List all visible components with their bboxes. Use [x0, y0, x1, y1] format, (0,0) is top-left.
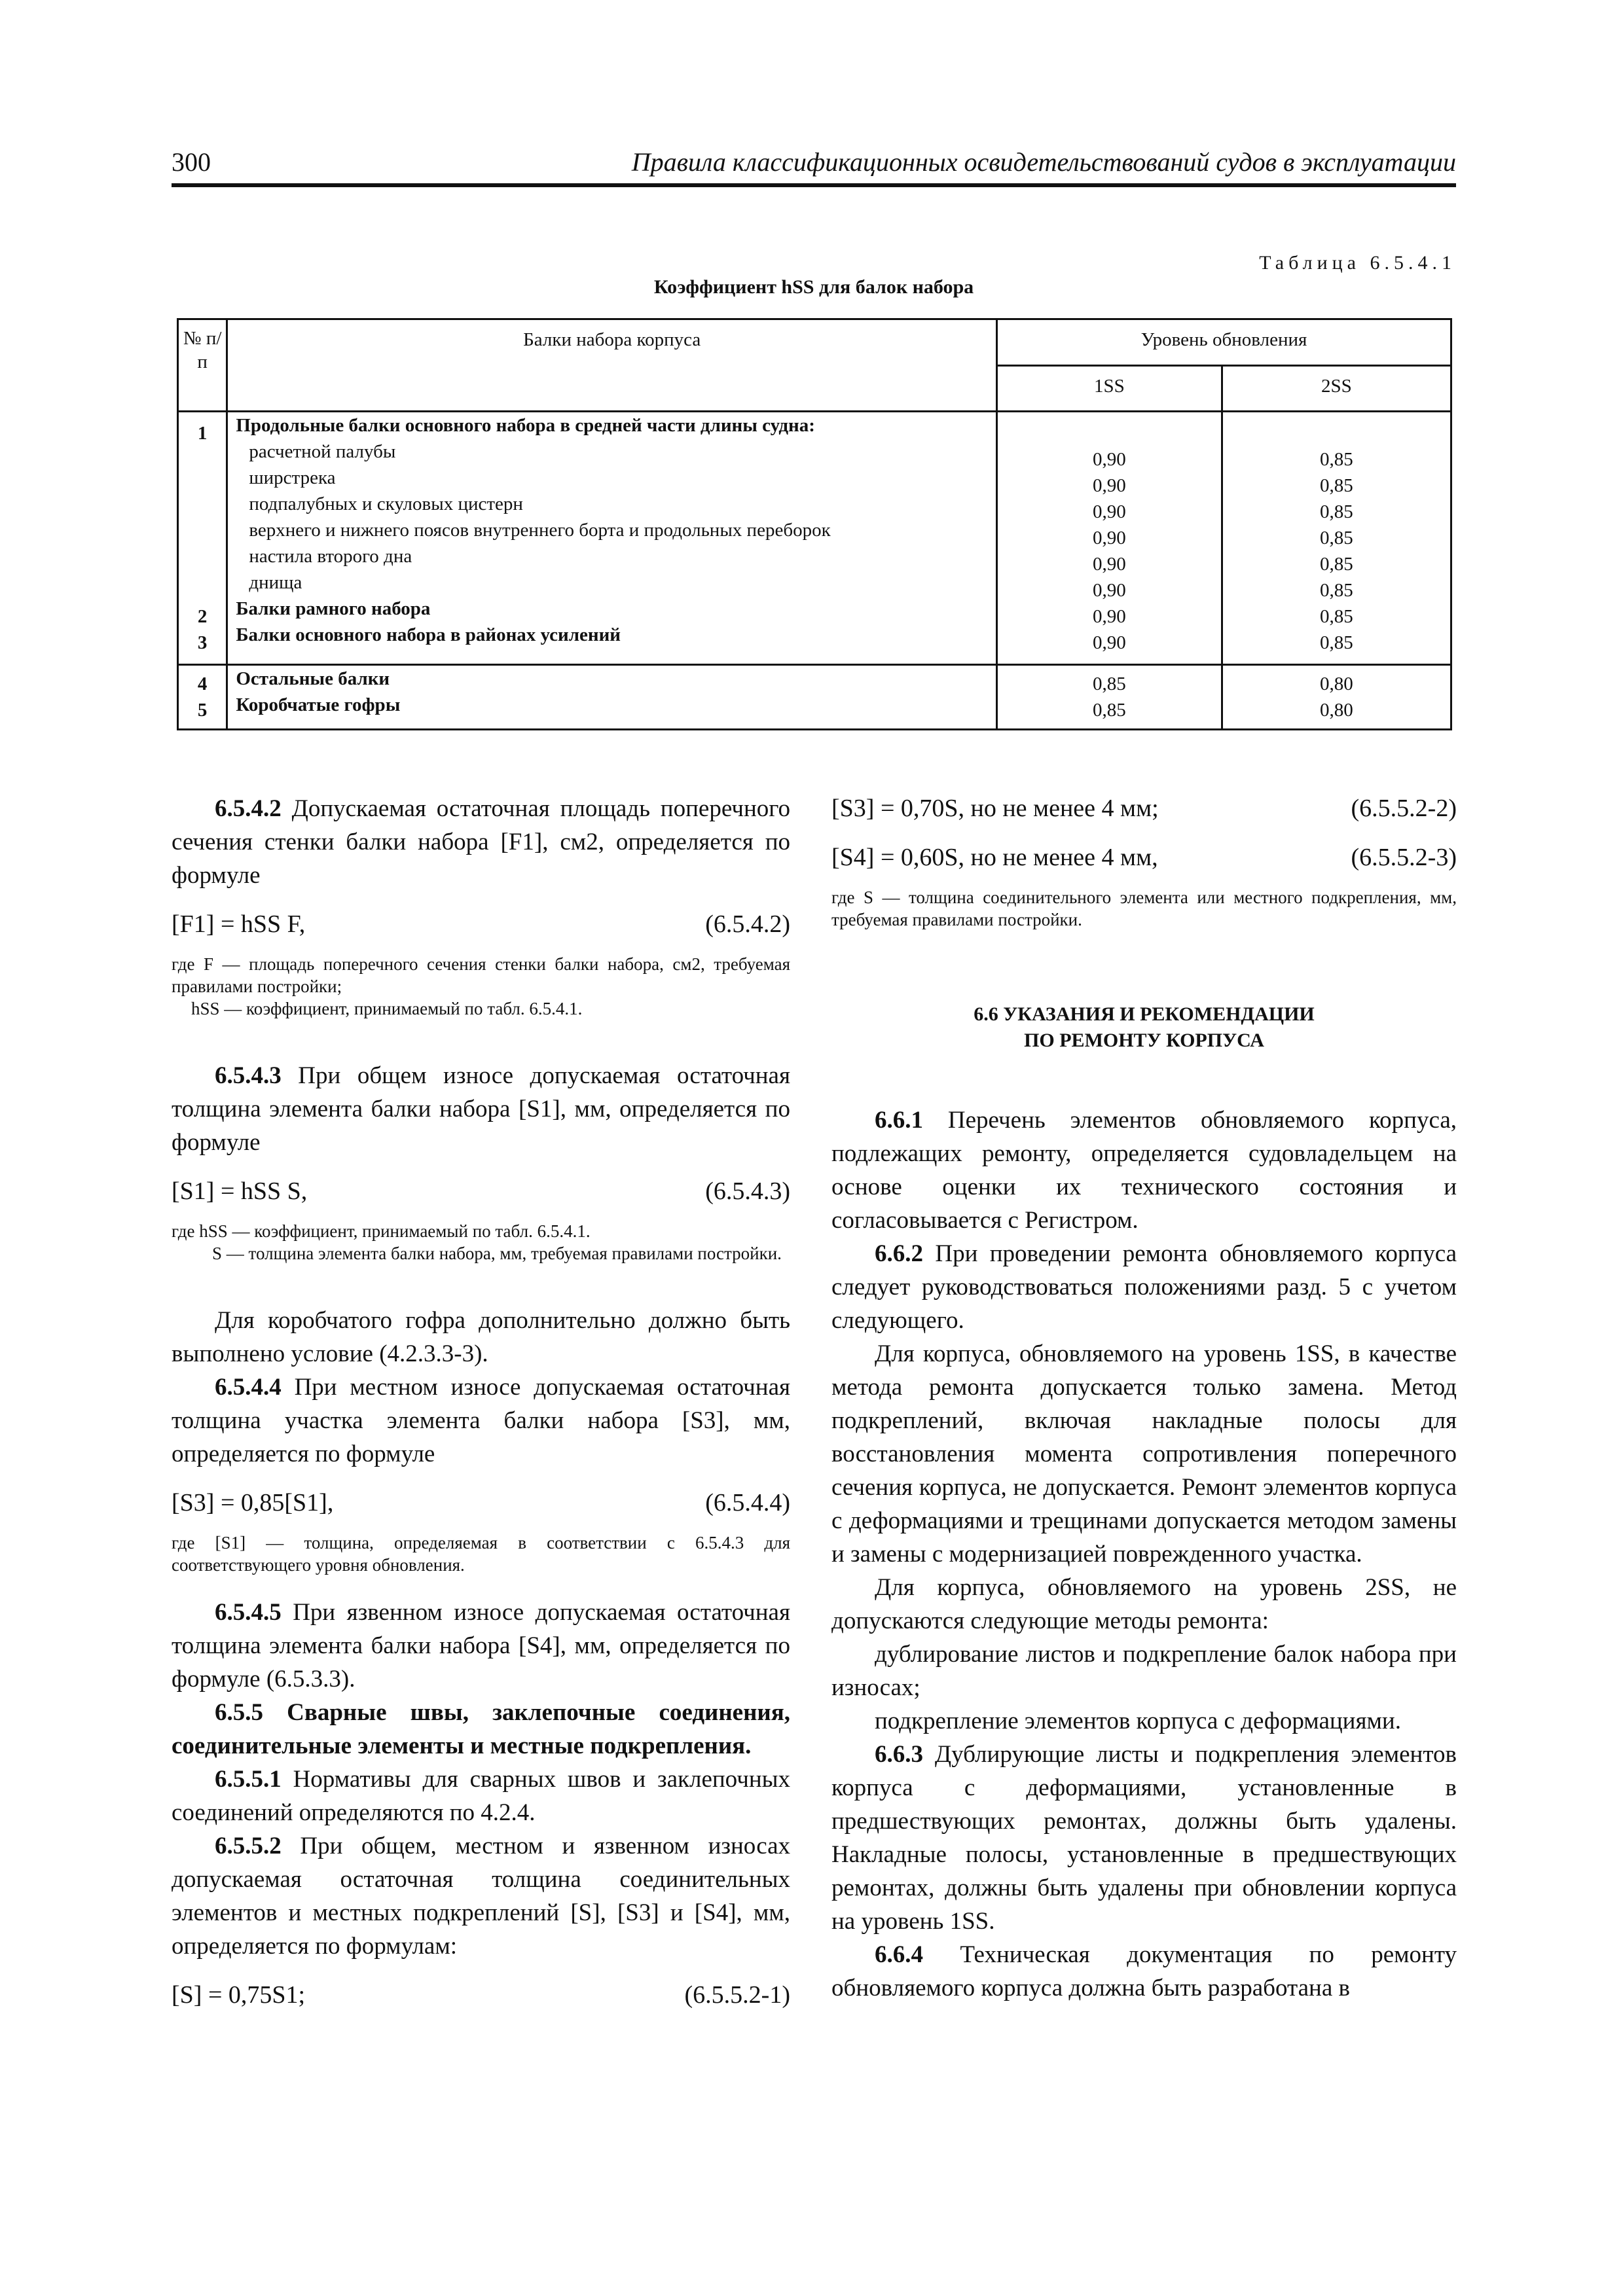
coefficient-table	[177, 318, 1452, 730]
col-level-header: Уровень обновления	[997, 319, 1451, 366]
para-662: 6.6.2 При проведении ремонта обновляемого корпуса следует руководствоваться положениями разд. 5 с учетом следующего.	[831, 1240, 1457, 1334]
value-2ss: 0,85	[1320, 632, 1353, 653]
note-6544: где [S1] — толщина, определяемая в соответствии с 6.5.4.3 для соответствующего уровня обновления.	[172, 1533, 790, 1575]
group2-names	[227, 665, 997, 730]
para-655: 6.5.5 Сварные швы, заклепочные соединения, соединительные элементы и местные подкрепления.	[172, 1699, 790, 1759]
list-item-1: дублирование листов и подкрепление балок набора при износах;	[831, 1641, 1457, 1701]
para-6542: 6.5.4.2 Допускаемая остаточная площадь поперечного сечения стенки балки набора [F1], см2, определяется по формуле	[172, 795, 790, 889]
para-6544: 6.5.4.4 При местном износе допускаемая остаточная толщина участка элемента балки набора [S3], мм, определяется по формуле	[172, 1374, 791, 1467]
beam-name: верхнего и нижнего поясов внутреннего борта и продольных переборок	[249, 520, 831, 541]
table-header-row	[178, 319, 1451, 366]
value-1ss: 0,90	[1093, 606, 1126, 627]
value-1ss: 0,90	[1093, 528, 1126, 548]
beam-name: расчетной палубы	[249, 441, 396, 462]
value-2ss	[1223, 420, 1450, 446]
col-2ss-header: 2SS	[1222, 365, 1451, 412]
running-title: Правила классификационных освидетельствований судов в эксплуатации	[631, 147, 1456, 177]
value-1ss: 0,90	[1093, 449, 1126, 470]
note-6552: где S — толщина соединительного элемента или местного подкрепления, мм, требуемая правилами постройки.	[831, 888, 1457, 929]
row-number	[179, 446, 226, 473]
value-2ss: 0,85	[1320, 449, 1353, 470]
beam-name: Коробчатые гофры	[236, 694, 401, 715]
beam-name: Остальные балки	[236, 668, 390, 689]
value-1ss: 0,90	[1093, 554, 1126, 575]
beam-name: Балки рамного набора	[236, 598, 431, 619]
value-1ss: 0,90	[1093, 475, 1126, 496]
right-column	[831, 792, 1457, 2005]
row-number	[179, 473, 226, 499]
row-number: 3	[197, 632, 208, 653]
equation-65523: [S4] = 0,60S, но не менее 4 мм, (6.5.5.2-3)	[831, 844, 1457, 871]
para-2ss: Для корпуса, обновляемого на уровень 2SS, не допускаются следующие методы ремонта:	[831, 1574, 1457, 1634]
beam-name: настила второго дна	[249, 546, 412, 567]
section-6-6-heading: 6.6 УКАЗАНИЯ И РЕКОМЕНДАЦИИ ПО РЕМОНТУ КОРПУСА	[974, 1003, 1315, 1051]
left-column	[172, 792, 790, 2024]
col-1ss-header: 1SS	[997, 365, 1222, 412]
para-6543: 6.5.4.3 При общем износе допускаемая остаточная толщина элемента балки набора [S1], мм, определяется по формуле	[172, 1062, 790, 1156]
para-664: 6.6.4 Техническая документация по ремонту обновляемого корпуса должна быть разработана в	[831, 1941, 1457, 2001]
list-item-2: подкрепление элементов корпуса с деформациями.	[875, 1708, 1401, 1734]
group2-1ss	[997, 665, 1222, 730]
value-2ss: 0,85	[1320, 580, 1353, 601]
value-2ss: 0,85	[1320, 528, 1353, 548]
group1-numbers	[178, 412, 227, 665]
value-1ss: 0,90	[1093, 632, 1126, 653]
value-1ss: 0,90	[1093, 501, 1126, 522]
note-6543: где hSS — коэффициент, принимаемый по табл. 6.5.4.1. S — толщина элемента балки набора, мм, требуемая правилами постройки.	[172, 1221, 782, 1263]
row-number	[179, 525, 226, 551]
beam-name: Балки основного набора в районах усилений	[236, 624, 621, 645]
equation-65522: [S3] = 0,70S, но не менее 4 мм; (6.5.5.2-2)	[831, 795, 1457, 822]
value-1ss: 0,85	[1093, 700, 1126, 721]
col-no-header: № п/п	[178, 319, 227, 412]
value-2ss: 0,80	[1320, 673, 1353, 694]
col-beams-header: Балки набора корпуса	[227, 319, 997, 412]
row-number: 5	[197, 700, 208, 721]
note-6542: где F — площадь поперечного сечения стенки балки набора, см2, требуемая правилами постройки; hSS — коэффициент, принимаемый по табл. 6.5.4.1.	[172, 954, 790, 1018]
value-2ss: 0,85	[1320, 554, 1353, 575]
table-caption: Таблица 6.5.4.1	[1259, 252, 1456, 274]
value-1ss: 0,90	[1093, 580, 1126, 601]
value-1ss: 0,85	[1093, 673, 1126, 694]
table-title: Коэффициент hSS для балок набора	[653, 276, 974, 298]
beam-name: ширстрека	[249, 467, 336, 488]
para-6545: 6.5.4.5 При язвенном износе допускаемая остаточная толщина элемента балки набора [S4], мм, определяется по формуле (6.5.3.3).	[172, 1599, 790, 1693]
row-number: 2	[197, 606, 208, 627]
group2-2ss	[1222, 665, 1451, 730]
value-2ss: 0,85	[1320, 606, 1353, 627]
beam-name: днища	[249, 572, 302, 593]
value-2ss: 0,85	[1320, 475, 1353, 496]
running-header	[172, 141, 1456, 187]
equation-65521: [S] = 0,75S1; (6.5.5.2-1)	[172, 1981, 790, 2009]
value-2ss: 0,80	[1320, 700, 1353, 721]
beam-name: подпалубных и скуловых цистерн	[249, 493, 523, 514]
group1-names	[227, 412, 997, 665]
row-number	[179, 551, 226, 577]
row-number	[179, 499, 226, 525]
beam-name: Продольные балки основного набора в средней части длины судна:	[236, 415, 815, 436]
group1-1ss	[997, 412, 1222, 665]
para-6552: 6.5.5.2 При общем, местном и язвенном износах допускаемая остаточная толщина соединительных элементов и местных подкреплений [S], [S3] и [S4], мм, определяется по формулам:	[172, 1833, 791, 1960]
row-number: 1	[197, 423, 208, 444]
row-number	[179, 577, 226, 603]
para-6551: 6.5.5.1 Нормативы для сварных швов и заклепочных соединений определяются по 4.2.4.	[172, 1766, 790, 1826]
equation-6542: [F1] = hSS F, (6.5.4.2)	[172, 910, 790, 938]
value-1ss	[998, 420, 1221, 446]
table-group-1	[178, 412, 1451, 665]
page-number: 300	[172, 147, 211, 177]
equation-6543: [S1] = hSS S, (6.5.4.3)	[172, 1177, 790, 1205]
para-663: 6.6.3 Дублирующие листы и подкрепления элементов корпуса с деформациями, установленные в предшествующих ремонтах, должны быть удалены. Накладные полосы, установленные в предшествующих ремонтах, должны быть удалены при обновлении корпуса на уровень 1SS.	[831, 1741, 1457, 1935]
para-gofr: Для коробчатого гофра дополнительно должно быть выполнено условие (4.2.3.3-3).	[172, 1307, 790, 1367]
equation-6544: [S3] = 0,85[S1], (6.5.4.4)	[172, 1489, 790, 1516]
para-661: 6.6.1 Перечень элементов обновляемого корпуса, подлежащих ремонту, определяется судовладельцем на основе оценки их технического состояния и согласовывается с Регистром.	[831, 1107, 1457, 1234]
row-number: 4	[197, 673, 208, 694]
value-2ss: 0,85	[1320, 501, 1353, 522]
group1-2ss	[1222, 412, 1451, 665]
group2-numbers	[178, 665, 227, 730]
table-group-2	[178, 665, 1451, 730]
para-1ss: Для корпуса, обновляемого на уровень 1SS, в качестве метода ремонта допускается только замена. Метод подкреплений, включая накладные полосы для восстановления момента сопротивления поперечного сечения корпуса, не допускается. Ремонт элементов корпуса с деформациями и трещинами допускается методом замены и замены с модернизацией поврежденного участка.	[831, 1340, 1457, 1568]
